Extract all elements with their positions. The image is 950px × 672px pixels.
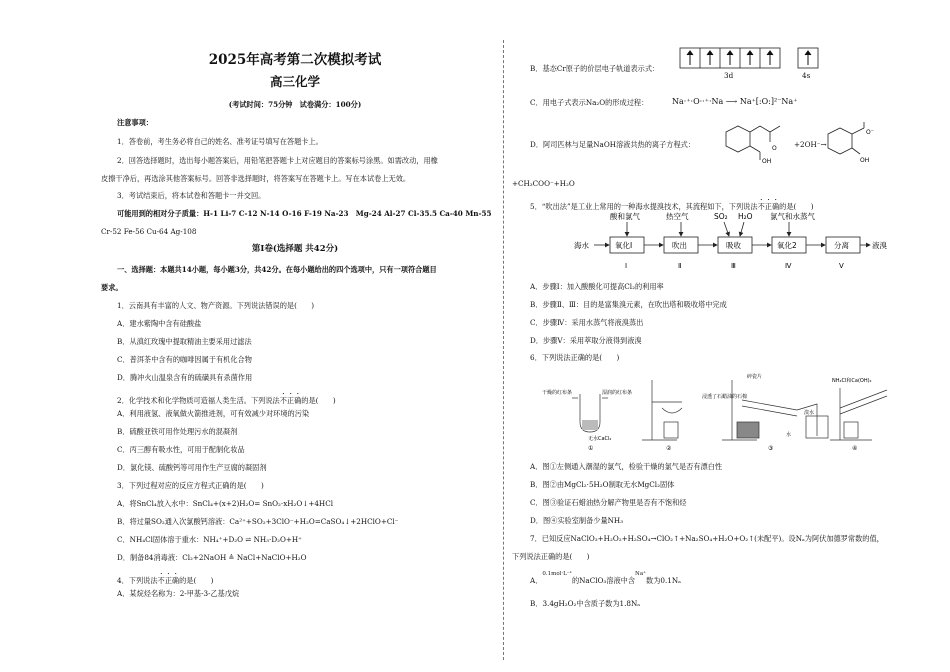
exam-meta: (考试时间：75分钟 试卷满分：100分) xyxy=(228,100,362,109)
flow-numeral: Ⅰ xyxy=(625,262,628,270)
atomic-mass-line-1: 可能用到的相对分子质量：H-1 Li-7 C-12 N-14 O-16 F-19 Na-23 Mg-24 Al-27 Cl-35.5 Ca-40 Mn-55 xyxy=(117,209,492,218)
question-6: 6．下列说法正确的是( ) xyxy=(530,353,620,362)
flow-reagent: H₂O xyxy=(738,212,753,221)
fig-label-cacl2: 无水CaCl₂ xyxy=(588,436,612,442)
q5-option-b: B．步骤Ⅱ、Ⅲ：目的是富集溴元素，在吹出塔和吸收塔中完成 xyxy=(530,300,727,309)
fig-label-water: 水 xyxy=(786,432,792,438)
svg-text:OH: OH xyxy=(762,158,772,165)
instructions-b: 要求。 xyxy=(101,283,123,292)
q3-option-d: D．制备84消毒液：Cl₂+2NaOH ≜ NaCl+NaClO+H₂O xyxy=(117,553,307,562)
q6-option-a: A．图①左侧通入潮湿的氯气，检验干燥的氯气是否有漂白性 xyxy=(530,462,723,471)
fig-label-stone: 碎瓷片 xyxy=(747,374,763,380)
orbital-4s-label: 4s xyxy=(802,71,811,80)
flow-start: 海水 xyxy=(574,241,589,250)
q7-option-a: A．$^{0.1mol\cdot L^{-1}}$的NaClO₃溶液中含$^{Na^+}$数为0.1Nₐ xyxy=(530,571,681,585)
flow-reagent: 氯气和水蒸气 xyxy=(770,212,815,221)
svg-text:OH: OH xyxy=(860,157,870,164)
note-2b: 皮擦干净后，再选涂其他答案标号。回答非选择题时，将答案写在答题卡上。写在本试卷上无效。 xyxy=(101,174,411,183)
aspirin-hydroxide: +2OH⁻→ xyxy=(794,140,827,149)
flow-numeral: Ⅲ xyxy=(731,262,736,270)
fig-number: ③ xyxy=(768,445,774,452)
q7-concentration: 0.1mol·L⁻¹ xyxy=(542,571,572,577)
notes-heading: 注意事项： xyxy=(117,118,153,127)
aspirin-structure xyxy=(712,122,794,166)
q2-option-d: D．氯化镁、硫酸钙等可用作生产豆腐的凝固剂 xyxy=(117,463,267,472)
q2-option-a: A．利用液氢、液氧做火箭推进剂，可有效减少对环境的污染 xyxy=(117,409,310,418)
flow-step: 吸收 xyxy=(726,241,741,250)
q1-option-c: C．普洱茶中含有的咖啡因属于有机化合物 xyxy=(117,355,252,364)
note-1: 1．答卷前，考生务必将自己的姓名、准考证号填写在答题卡上。 xyxy=(117,137,323,146)
fig-number: ① xyxy=(588,445,594,452)
q6-option-d: D．图④实验室制备少量NH₃ xyxy=(530,516,624,525)
fig-number: ② xyxy=(666,445,672,452)
q7-sodium-ion: Na⁺ xyxy=(635,571,647,577)
electron-formula: Na·⁺·O··⁺·Na ⟶ Na⁺[:O:]²⁻Na⁺ xyxy=(672,97,798,106)
flow-end: 液溴 xyxy=(872,241,887,250)
q1-option-a: A．建水紫陶中含有硅酸盐 xyxy=(117,319,202,328)
option-d-aspirin: D．阿司匹林与足量NaOH溶液共热的离子方程式： xyxy=(530,140,696,149)
question-4: 4．下列说法不正确的是( ) xyxy=(117,576,214,585)
svg-text:O⁻: O⁻ xyxy=(866,129,874,136)
option-b-orbital: B．基态Cr原子的价层电子轨道表示式： xyxy=(530,64,660,73)
salicylate-structure xyxy=(820,122,890,166)
option-c-electron: C．用电子式表示Na₂O的形成过程： xyxy=(530,98,649,107)
question-1: 1．云南具有丰富的人文、物产资源。下列说法错误的是( ) xyxy=(117,301,315,310)
left-column xyxy=(95,0,495,672)
column-divider xyxy=(503,40,504,660)
flow-step: 吹出 xyxy=(672,241,687,250)
flow-reagent: SO₂ xyxy=(714,212,728,221)
fig-label-bromine-water: 溴水 xyxy=(804,410,815,416)
fig-label-dry-cloth: 干燥的红布条 xyxy=(542,390,573,396)
bromine-flow-diagram xyxy=(574,210,887,272)
fig-label-paraffin: 浸透了石蜡油的石棉 xyxy=(702,394,748,400)
q5-option-c: C．步骤Ⅳ：采用水蒸气将液溴蒸出 xyxy=(530,318,644,327)
q4-option-a: A．某烷烃名称为：2-甲基-3-乙基戊烷 xyxy=(117,589,240,598)
orbital-3d-label: 3d xyxy=(724,71,734,80)
atomic-mass-line-2: Cr-52 Fe-56 Cu-64 Ag-108 xyxy=(101,227,197,236)
question-5: 5．“吹出法”是工业上常用的一种海水提溴技术，其流程如下，下列说法不正确的是( ) xyxy=(530,202,814,211)
lab-apparatus-figure xyxy=(542,370,892,452)
q5-option-d: D．步骤Ⅴ：采用萃取分液得到液溴 xyxy=(530,336,642,345)
question-7-line-1: 7．已知反应NaClO₃+H₂O₂+H₂SO₄→ClO₂↑+Na₂SO₄+H₂O+O₂↑(未配平)。设Nₐ为阿伏加德罗常数的值， xyxy=(530,534,884,543)
question-2: 2．化学技术和化学物质可造福人类生活。下列说法不正确的是( ) xyxy=(117,396,336,405)
q3-option-c: C．NH₄Cl固体溶于重水：NH₄⁺+D₂O ⇌ NH₃·D₂O+H⁺ xyxy=(117,535,302,544)
flow-numeral: Ⅱ xyxy=(678,262,682,270)
emphasis-text: 不正确 xyxy=(157,576,180,585)
flow-reagent: 热空气 xyxy=(666,212,689,221)
exam-subtitle: 高三化学 xyxy=(269,74,320,89)
note-2a: 2．回答选择题时，选出每小题答案后，用铅笔把答题卡上对应题目的答案标号涂黑。如需改动，用橡 xyxy=(117,156,438,165)
flow-step: 分离 xyxy=(834,241,849,250)
flow-numeral: Ⅴ xyxy=(839,262,844,270)
instructions-a: 一、选择题：本题共14小题，每小题3分，共42分。在每小题给出的四个选项中，只有一项符合题目 xyxy=(117,265,437,274)
exam-title: 2025年高考第二次模拟考试 xyxy=(208,52,382,68)
flow-reagent: 酸和氯气 xyxy=(610,212,640,221)
note-3: 3．考试结束后，将本试卷和答题卡一并交回。 xyxy=(117,191,266,200)
q1-option-d: D．腾冲火山温泉含有的硫磺具有杀菌作用 xyxy=(117,373,253,382)
fig-label-nh4cl: NH₄Cl和Ca(OH)₂ xyxy=(832,378,872,384)
q2-option-c: C．丙三醇有吸水性，可用于配制化妆品 xyxy=(117,445,245,454)
q6-option-b: B．图②由MgCl₂·5H₂O制取无水MgCl₂固体 xyxy=(530,480,675,489)
question-7-line-2: 下列说法正确的是( ) xyxy=(512,552,590,561)
q3-option-a: A．将SnCl₄放入水中：SnCl₄+(x+2)H₂O= SnO₂·xH₂O↓+4HCl xyxy=(117,499,333,508)
right-column xyxy=(512,0,912,672)
q6-option-c: C．图③验证石蜡油热分解产物里是否有不饱和烃 xyxy=(530,498,687,507)
flow-step: 氧化Ⅰ xyxy=(615,241,633,250)
q7-option-b: B．3.4gH₂O₂中含质子数为1.8Nₐ xyxy=(530,599,641,608)
q3-option-b: B．将过量SO₂通入次氯酸钙溶液：Ca²⁺+SO₂+3ClO⁻+H₂O=CaSO₄↓+2HClO+Cl⁻ xyxy=(117,517,399,526)
q5-option-a: A．步骤Ⅰ：加入酸酸化可提高Cl₂的利用率 xyxy=(530,282,664,291)
emphasis-text: 不正确 xyxy=(279,396,302,405)
section-1-heading: 第Ⅰ卷(选择题 共42分) xyxy=(251,244,339,254)
emphasis-text: 不正确 xyxy=(757,202,780,211)
svg-text:O: O xyxy=(772,145,777,152)
fig-label-wet-cloth: 湿润的红布条 xyxy=(602,390,633,396)
q1-option-b: B．从滇红玫瑰中提取精油主要采用过滤法 xyxy=(117,337,252,346)
question-3: 3．下列过程对应的反应方程式正确的是( ) xyxy=(117,481,264,490)
flow-step: 氧化2 xyxy=(777,241,797,250)
aspirin-products: +CH₃COO⁻+H₂O xyxy=(512,179,575,188)
flow-numeral: Ⅳ xyxy=(785,262,792,270)
q2-option-b: B．硫酸亚铁可用作处理污水的混凝剂 xyxy=(117,427,238,436)
fig-number: ④ xyxy=(852,445,858,452)
